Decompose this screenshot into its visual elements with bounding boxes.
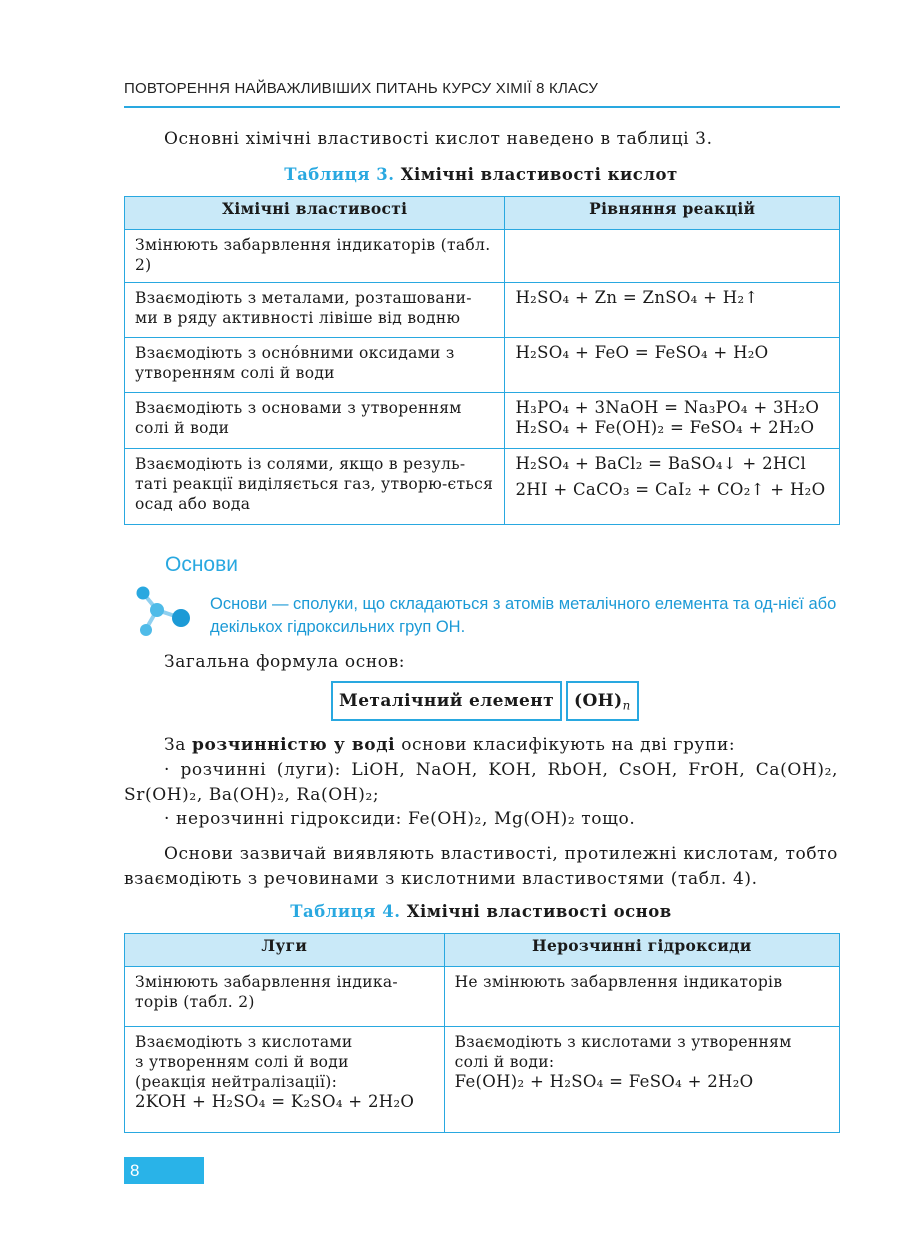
table3-cell-equation <box>505 338 840 393</box>
bases-definition: Основи — сполуки, що складаються з атомів металічного елемента та од-нієї або декількох гідроксильних груп OH. <box>210 595 837 636</box>
table3-cell-equation <box>505 449 840 525</box>
table3-cell-equation <box>505 230 840 283</box>
table3-cell-property: Змінюють забарвлення індикаторів (табл. 2) <box>125 230 505 283</box>
section-title-bases: Основи <box>165 553 238 576</box>
equation: Fe(OH)₂ + H₂SO₄ = FeSO₄ + 2H₂O <box>454 1072 754 1091</box>
bases-properties-paragraph: Основи зазвичай виявляють властивості, протилежні кислотам, тобто взаємодіють з речовинами з кислотними властивостями (табл. 4). <box>124 844 838 889</box>
solubility-bold: розчинністю у воді <box>191 735 396 755</box>
cell-text: Взаємодіють з кислотами з утворенням солі й води: <box>454 1033 792 1071</box>
table4-cell-alkali <box>125 1027 445 1133</box>
formula-index-n: n <box>622 698 631 713</box>
solubility-rest: основи класифікують на дві групи: <box>401 735 736 755</box>
equation: 2HI + CaCO₃ = CaI₂ + CO₂↑ + H₂O <box>515 480 826 499</box>
molecule-icon <box>132 585 194 641</box>
table4-caption <box>124 902 838 921</box>
table4-caption-title: Хімічні властивості основ <box>406 902 672 921</box>
table3-cell-property: Взаємодіють з металами, розташовани-ми в ряду активності лівіше від водню <box>125 283 505 338</box>
table4-header-insoluble: Нерозчинні гідроксиди <box>444 934 839 967</box>
table3-header-properties: Хімічні властивості <box>125 197 505 230</box>
table3-header-equations: Рівняння реакцій <box>505 197 840 230</box>
table3-cell-property: Взаємодіють із солями, якщо в резуль-таті реакції виділяється газ, утворю-ється осад або вода <box>125 449 505 525</box>
table4-header-alkali: Луги <box>125 934 445 967</box>
table3-caption-title: Хімічні властивості кислот <box>400 165 678 184</box>
table4-cell-insoluble <box>444 967 839 1027</box>
insoluble-bases-list: · нерозчинні гідроксиди: Fe(OH)₂, Mg(OH)₂ тощо. <box>164 809 636 829</box>
cell-text: Взаємодіють з кислотами <box>135 1033 353 1051</box>
header-rule <box>124 106 840 108</box>
table3-cell-equation <box>505 283 840 338</box>
cell-text: Не змінюють забарвлення індикаторів <box>454 973 783 991</box>
formula-box-metal: Металічний елемент <box>331 681 562 721</box>
equation: H₃PO₄ + 3NaOH = Na₃PO₄ + 3H₂O <box>515 398 820 417</box>
equation: H₂SO₄ + Fe(OH)₂ = FeSO₄ + 2H₂O <box>515 418 815 437</box>
equation: 2KOH + H₂SO₄ = K₂SO₄ + 2H₂O <box>135 1092 415 1111</box>
solubility-lead: За <box>164 735 186 755</box>
table4-caption-number: Таблиця 4. <box>290 902 401 921</box>
table-row <box>125 449 840 525</box>
equation: H₂SO₄ + BaCl₂ = BaSO₄↓ + 2HCl <box>515 454 807 473</box>
table4-cell-insoluble <box>444 1027 839 1133</box>
table-row <box>125 230 840 283</box>
table3-cell-equation <box>505 393 840 449</box>
table-row <box>125 283 840 338</box>
table4 <box>124 933 840 1133</box>
cell-text: (реакція нейтралізації): <box>135 1073 338 1091</box>
table-row <box>125 967 840 1027</box>
table3 <box>124 196 840 525</box>
table-row <box>125 1027 840 1133</box>
table-row <box>125 393 840 449</box>
soluble-bases-list: · розчинні (луги): LiOH, NaOH, KOH, RbOH, CsOH, FrOH, Ca(OH)₂, Sr(OH)₂, Ba(OH)₂, Ra(OH)₂; <box>124 760 838 805</box>
cell-text: з утворенням солі й води <box>135 1053 349 1071</box>
formula-intro: Загальна формула основ: <box>164 652 406 672</box>
table4-cell-alkali <box>125 967 445 1027</box>
equation: H₂SO₄ + Zn = ZnSO₄ + H₂↑ <box>515 288 759 307</box>
table-row <box>125 338 840 393</box>
table3-cell-property: Взаємодіють з основами з утворенням солі й води <box>125 393 505 449</box>
formula-box-hydroxyl <box>566 681 639 721</box>
running-title: ПОВТОРЕННЯ НАЙВАЖЛИВІШИХ ПИТАНЬ КУРСУ ХІМІЇ 8 КЛАСУ <box>124 80 599 97</box>
page-number: 8 <box>124 1157 204 1184</box>
equation: H₂SO₄ + FeO = FeSO₄ + H₂O <box>515 343 769 362</box>
formula-oh: (OH) <box>574 691 623 711</box>
table3-cell-property: Взаємодіють з осно́вними оксидами з утворенням солі й води <box>125 338 505 393</box>
intro-paragraph: Основні хімічні властивості кислот наведено в таблиці 3. <box>164 129 713 149</box>
table3-caption-number: Таблиця 3. <box>284 165 395 184</box>
cell-text: Змінюють забарвлення індика-торів (табл. 2) <box>135 973 398 1011</box>
table3-caption <box>124 165 838 184</box>
solubility-paragraph <box>124 733 838 758</box>
